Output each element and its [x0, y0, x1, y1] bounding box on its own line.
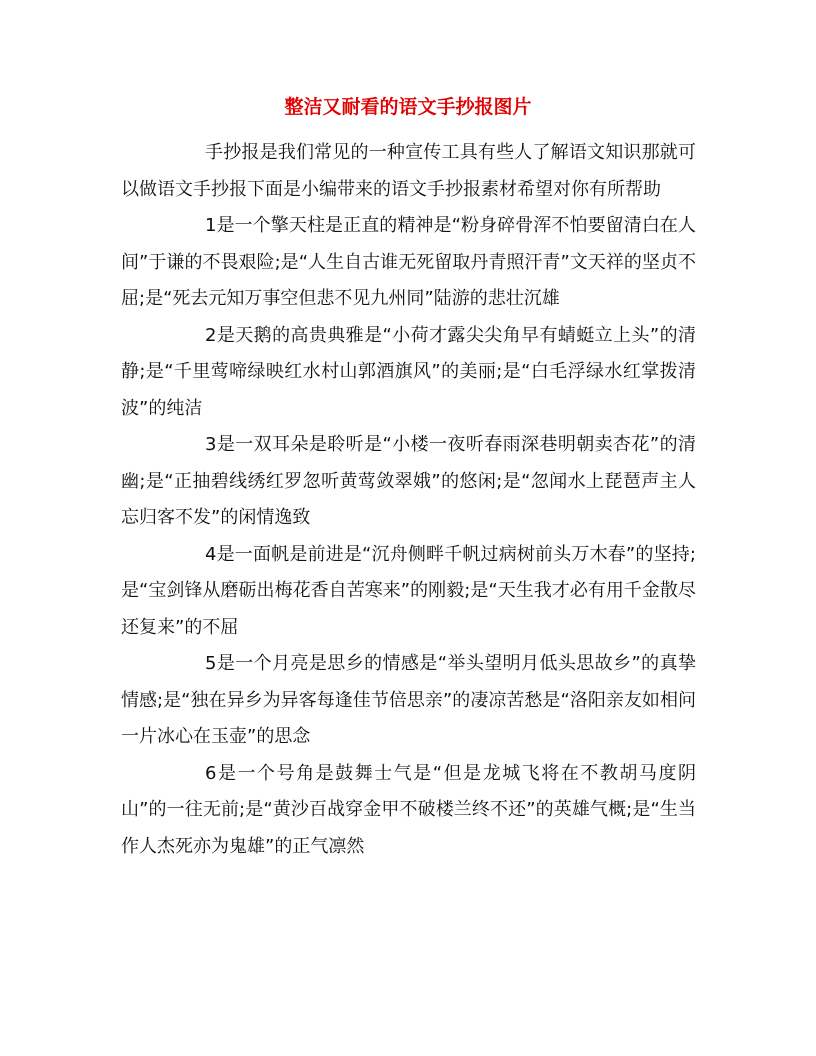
intro-paragraph: 手抄报是我们常见的一种宣传工具有些人了解语文知识那就可以做语文手抄报下面是小编带来的语文手抄报素材希望对你有所帮助	[121, 142, 696, 200]
paragraph-3: 3是一双耳朵是聆听是“小楼一夜听春雨深巷明朝卖杏花”的清幽;是“正抽碧线绣红罗忽听黄莺敛翠娥”的悠闲;是“忽闻水上琵琶声主人忘归客不发”的闲情逸致	[121, 434, 696, 528]
paragraph-5: 5是一个月亮是思乡的情感是“举头望明月低头思故乡”的真挚情感;是“独在异乡为异客每逢佳节倍思亲”的凄凉苦愁是“洛阳亲友如相问一片冰心在玉壶”的思念	[121, 653, 696, 747]
paragraph-6: 6是一个号角是鼓舞士气是“但是龙城飞将在不教胡马度阴山”的一往无前;是“黄沙百战穿金甲不破楼兰终不还”的英雄气概;是“生当作人杰死亦为鬼雄”的正气凛然	[121, 762, 696, 857]
paragraph-1: 1是一个擎天柱是正直的精神是“粉身碎骨浑不怕要留清白在人间”于谦的不畏艰险;是“人生自古谁无死留取丹青照汗青”文天祥的坚贞不屈;是“死去元知万事空但悲不见九州同”陆游的悲壮沉雄	[121, 215, 696, 309]
document-title: 整洁又耐看的语文手抄报图片	[284, 96, 532, 118]
document-body	[121, 135, 696, 865]
paragraph-2: 2是天鹅的高贵典雅是“小荷才露尖尖角早有蜻蜓立上头”的清静;是“千里莺啼绿映红水村山郭酒旗风”的美丽;是“白毛浮绿水红掌拨清波”的纯洁	[121, 324, 696, 419]
paragraph-4: 4是一面帆是前进是“沉舟侧畔千帆过病树前头万木春”的坚持;是“宝剑锋从磨砺出梅花香自苦寒来”的刚毅;是“天生我才必有用千金散尽还复来”的不屈	[121, 543, 696, 638]
